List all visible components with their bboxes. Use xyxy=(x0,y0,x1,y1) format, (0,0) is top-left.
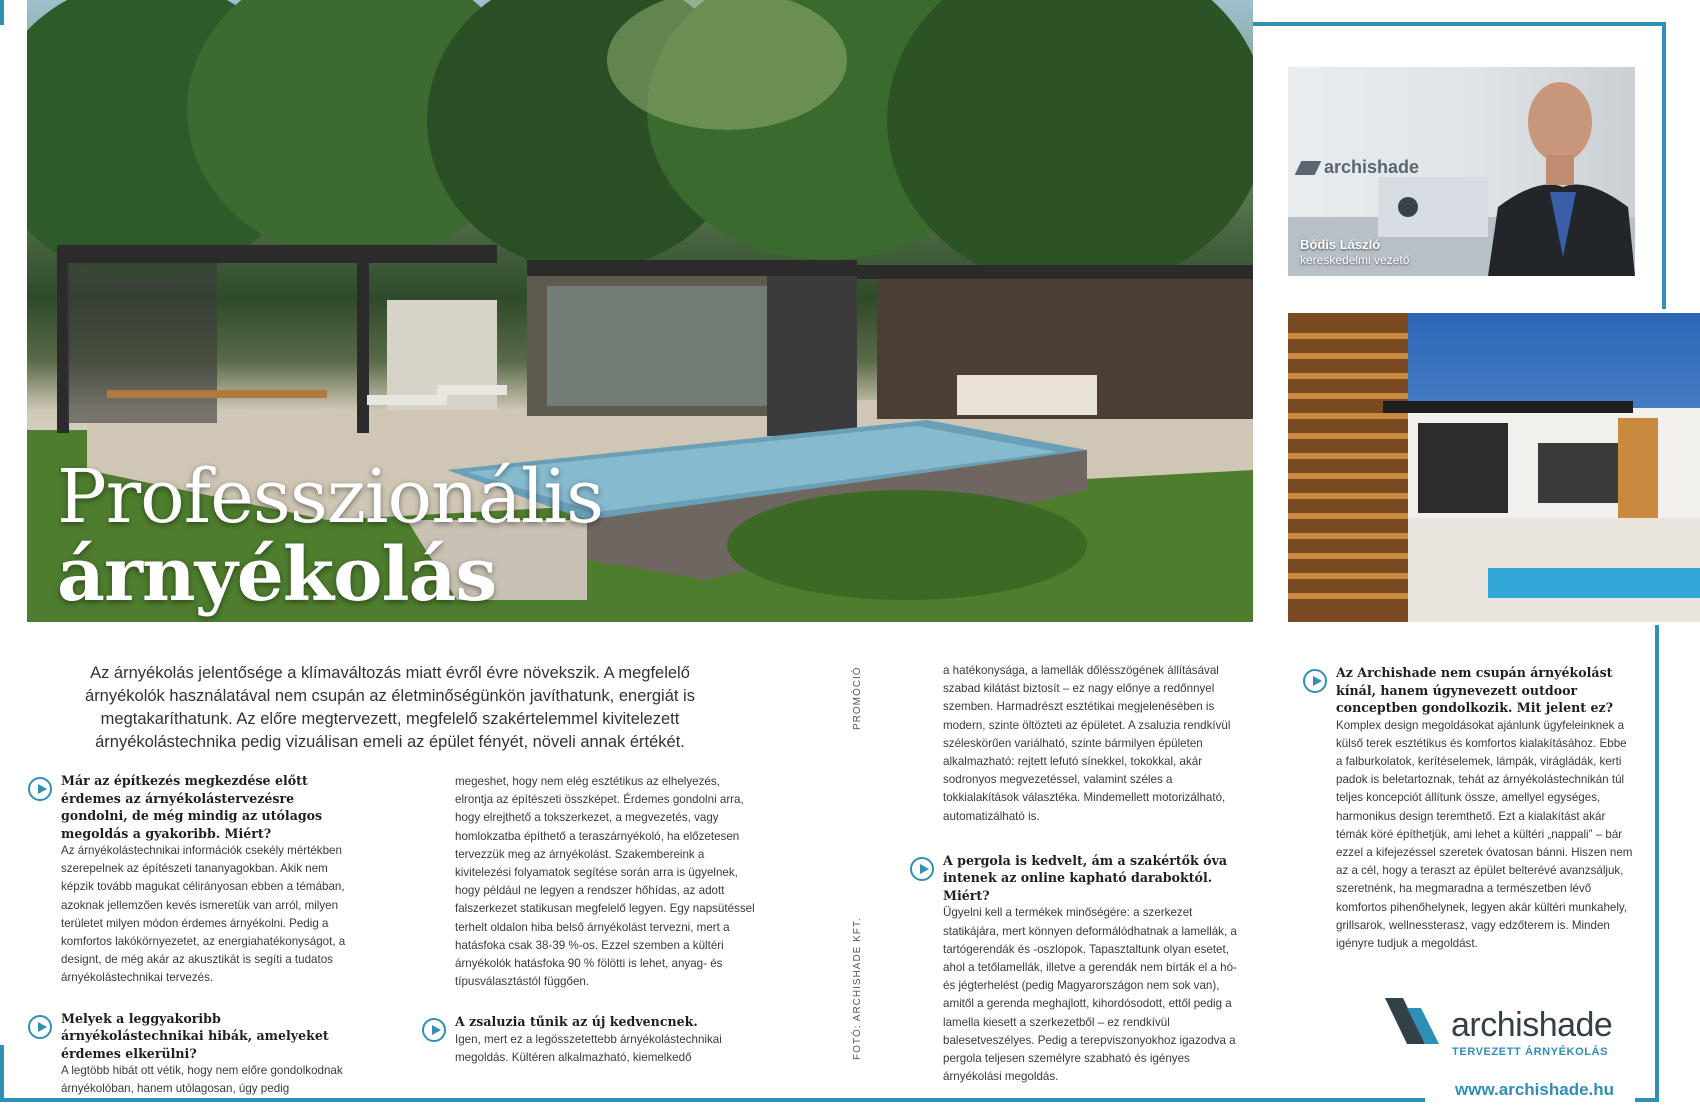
brand-tagline: TERVEZETT ÁRNYÉKOLÁS xyxy=(1452,1046,1609,1058)
answer-3-continued: a hatékonysága, a lamellák dőlésszögének állításával szabad kilátást biztosít – ez nagy előnye a redőnnyel szemben. Harmadrészt esztétikai megjelenésében is modern, szinte öltözteti az épületet. A zsaluzia rendkívül széleskörűen variálható, szinte bármilyen épületen alkalmazható: rejtett lefutó sínekkel, tokokkal, akár sodronyos megvezetéssel, valamint széles a tokkialakítások választéka. Mindemellett motorizálható, automatizálható is. xyxy=(943,664,1231,823)
answer-3: Igen, mert ez a legösszetettebb árnyékolástechnikai megoldás. Kültéren alkalmazható, kiemelkedő xyxy=(455,1032,722,1065)
question-1: Már az építkezés megkezdése előtt érdemes az árnyékolástervezésre gondolni, de még mindig az utólagos megoldás a gyakoribb. Miért? xyxy=(61,772,361,842)
frame-left-top xyxy=(0,0,4,25)
frame-right-bottom-v xyxy=(1655,625,1659,1098)
brand-name: archishade xyxy=(1451,1006,1613,1044)
portrait-photo xyxy=(1288,67,1635,276)
website-link[interactable]: www.archishade.hu xyxy=(1455,1080,1615,1099)
play-circle-icon xyxy=(910,857,934,881)
brand-logo xyxy=(1385,998,1625,1062)
frame-right-top-h xyxy=(1253,22,1666,26)
question-5: Az Archishade nem csupán árnyékolást kínál, hanem úgynevezett outdoor conceptben gondolkozik. Mit jelent ez? xyxy=(1336,664,1636,717)
intro-paragraph: Az árnyékolás jelentősége a klímaváltozás miatt évről évre növekszik. A megfelelő árnyékolók használatával nem csupán az életminőségünkön javíthatunk, energiát is megtakaríthatunk. Az előre megtervezett, megfelelő szakértelemmel kivitelezett árnyékolástechnika pedig vizuálisan emeli az épület fényét, növeli annak értékét. xyxy=(85,664,695,751)
question-4: A pergola is kedvelt, ám a szakértők óva intenek az online kapható daraboktól. Miért? xyxy=(943,852,1243,905)
photo-credit: FOTÓ: ARCHISHADE KFT. xyxy=(852,917,863,1060)
column-1 xyxy=(61,772,361,1099)
archishade-logo-icon xyxy=(1385,998,1447,1044)
promo-label: PROMÓCIÓ xyxy=(852,666,863,730)
logo-mark-icon xyxy=(1295,161,1322,175)
answer-2: A legtöbb hibát ott vétik, hogy nem előre gondolkodnak árnyékolóban, hanem utólagosan, úgy pedig xyxy=(61,1064,343,1096)
frame-left-bottom xyxy=(0,1045,4,1100)
hero-title-line1: Professzionális xyxy=(57,454,604,540)
play-circle-icon xyxy=(1303,669,1327,693)
answer-5: Komplex design megoldásokat ajánlunk ügyfeleinknek a külső terek esztétikus és komfortos kialakításához. Ebbe a falburkolatok, kerítéselemek, lámpák, virágládák, kerti padok is beletartoznak, tehát az árnyékolástechnikán túl teljes koncepciót állítunk össze, amellyel egységes, harmonikus design teremthető. Ezt a kialakítást akár témák köré építhetjük, ami lehet a kültéri „nappali” – bár ezzel a kifejezéssel szeretek óvatosan bánni. Hiszen nem az a cél, hogy a teraszt az épület belterévé avanzsáljuk, szeretnénk, ha megmaradna a természetben lévő komfortos pihenőhelynek, legyen akár kültéri munkahely, grillsarok, wellnessterasz, vagy edzőterem is. Minden igényre tudjuk a megoldást. xyxy=(1336,718,1633,950)
house-photo xyxy=(1288,313,1700,622)
question-2: Melyek a leggyakoribb árnyékolástechnikai hibák, amelyeket érdemes elkerülni? xyxy=(61,1010,361,1063)
column-4 xyxy=(1336,664,1636,953)
play-circle-icon xyxy=(28,777,52,801)
question-3: A zsaluzia tűnik az új kedvencnek. xyxy=(455,1013,755,1031)
play-circle-icon xyxy=(422,1018,446,1042)
frame-right-v xyxy=(1662,22,1666,309)
hero-title-line2: árnyékolás xyxy=(57,532,497,618)
hero-photo xyxy=(27,0,1253,622)
house-illustration xyxy=(1288,313,1700,622)
portrait-role: kereskedelmi vezető xyxy=(1300,253,1410,267)
answer-4: Ügyelni kell a termékek minőségére: a szerkezet statikájára, mert könnyen deformálódhatnak a lamellák, a tartógerendák és -oszlopok. Tapasztaltunk olyan esetet, ahol a tetőlamellák, illetve a gerendák nem bírták el a hó- és jégterhelést (pedig Magyarországon nem sok van), amitől a gerenda meghajlott, kihordósodott, ettől pedig a lamella kiesett a szerkezetből – ez rendkívül balesetveszélyes. Pedig a terepviszonyokhoz igazodva a pergola teljesen személyre szabható és igényes árnyékolási megoldás. xyxy=(943,906,1237,1084)
play-circle-icon xyxy=(28,1015,52,1039)
column-2 xyxy=(455,773,755,1067)
answer-continued: megeshet, hogy nem elég esztétikus az elhelyezés, elrontja az építészeti összképet. Érdemes gondolni arra, hogy elrejthető a tokszerkezet, a megvezetés, vagy homlokzatba építhető a teraszárnyékoló, ha előzetesen tervezzük meg az árnyékolást. Szakembereink a kivitelezési folyamatok segítése során arra is ügyelnek, hogy például ne legyen a rendszer hőhídas, az adott falszerkezet statikusan megfelelő legyen. Egy napsütéssel terhelt oldalon hiba belső árnyékolást tervezni, mert a hatásfoka csak 38-39 %-os. Ezzel szemben a kültéri árnyékolók hatásfoka 90 % fölötti is lehet, anyag- és típusválasztástól függően. xyxy=(455,775,755,989)
answer-1: Az árnyékolástechnikai információk csekély mértékben szerepelnek az építészeti tananyagokban. Akik nem képzik tovább magukat célirányosan ebben a témában, azoknak jellemzően kevés ismeretük van arról, milyen területet milyen módon érdemes árnyékolni. Pedig a komfortos lakókörnyezetet, az energiahatékonyságot, a designt, de még akár az akusztikát is segíti a tudatos árnyékolástechnikai tervezés. xyxy=(61,844,346,985)
frame-right-bottom-h xyxy=(1635,1098,1659,1102)
hero-title xyxy=(57,454,604,618)
portrait-name: Bódis László xyxy=(1300,237,1381,252)
wall-logo: archishade xyxy=(1298,157,1419,178)
column-3 xyxy=(943,662,1243,1086)
frame-bottom xyxy=(0,1098,1425,1102)
